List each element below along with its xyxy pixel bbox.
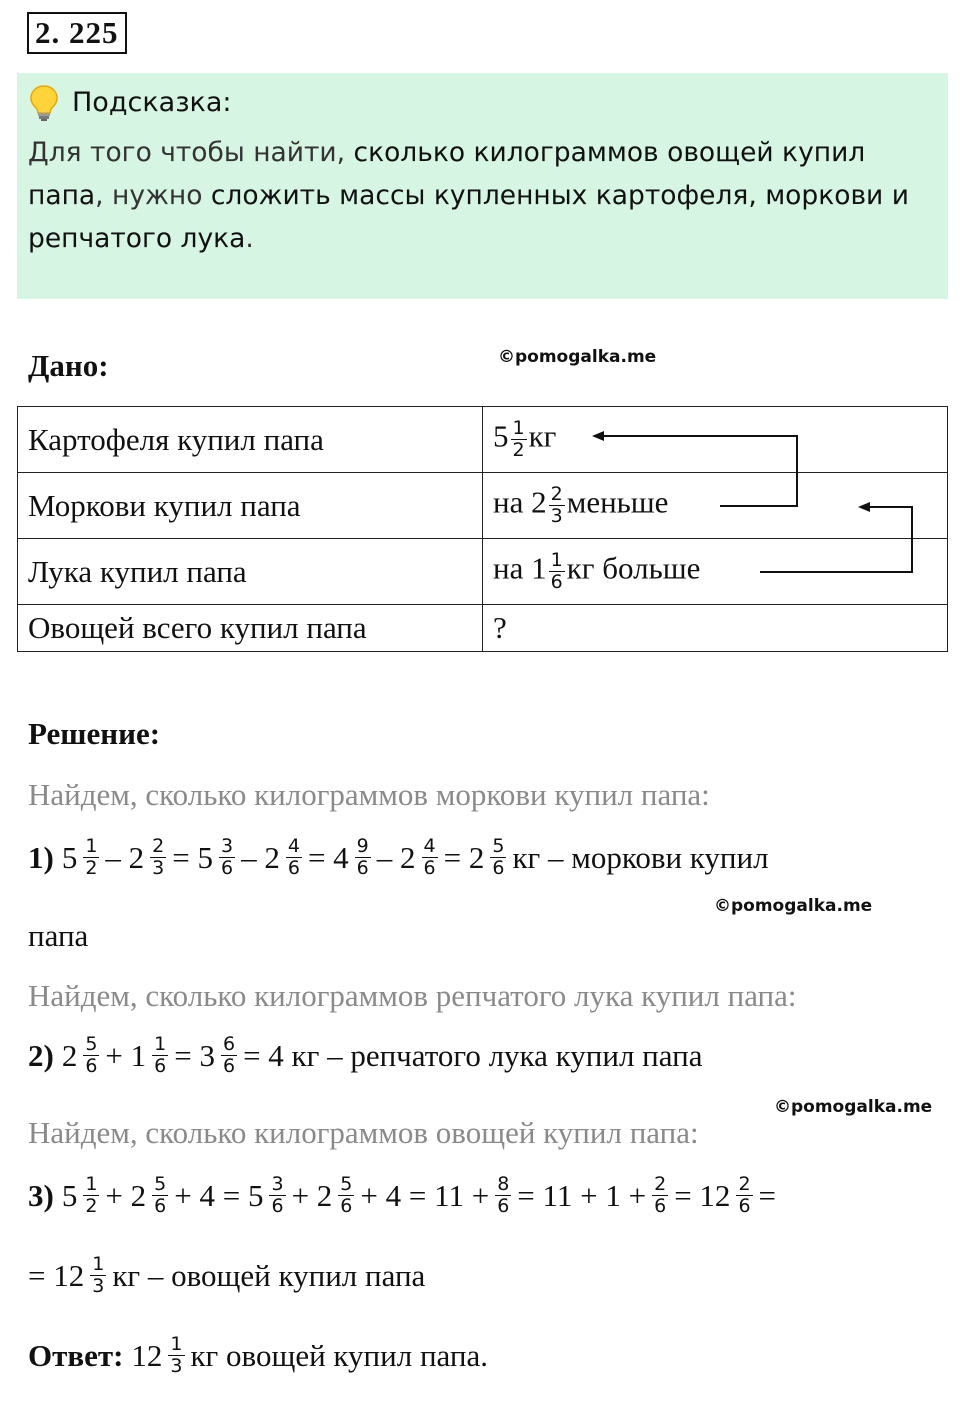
given-label: Картофеля купил папа xyxy=(18,407,483,473)
step-label: 1) xyxy=(28,839,54,875)
step1-continuation: папа xyxy=(28,918,89,953)
watermark: ©pomogalka.me xyxy=(714,896,873,916)
step1-equation xyxy=(28,836,773,879)
hint-title-text: Подсказка: xyxy=(72,87,232,118)
fraction: $\frac{1}{6}$ xyxy=(154,1033,167,1077)
fraction: $\frac{2}{3}$ xyxy=(152,835,165,879)
fraction: $\frac{6}{6}$ xyxy=(222,1033,236,1077)
hint-text xyxy=(28,131,943,260)
math-text: = 3 xyxy=(174,1037,215,1073)
given-label: Лука купил папа xyxy=(18,539,483,605)
math-text: + 4 = 11 + xyxy=(360,1177,490,1213)
hint-text-segment: . xyxy=(245,223,254,254)
given-value: на 1 $\frac{1}{6}$ кг больше xyxy=(483,539,948,605)
given-value: ? xyxy=(483,605,948,652)
math-text: 12 xyxy=(131,1337,163,1373)
math-text: 5 xyxy=(61,839,78,875)
math-text: – 2 xyxy=(241,839,280,875)
step2-equation xyxy=(28,1034,706,1077)
fraction: $\frac{2}{6}$ xyxy=(738,1173,751,1217)
given-value: на 2 $\frac{2}{3}$ меньше xyxy=(483,473,948,539)
fraction: $\frac{2}{3}$ xyxy=(550,483,563,527)
math-text: = 5 xyxy=(172,839,213,875)
math-text: = 4 кг – репчатого лука купил папа xyxy=(243,1037,703,1073)
math-text: = 12 xyxy=(674,1177,731,1213)
math-text: = 4 xyxy=(307,839,349,875)
fraction: $\frac{1}{3}$ xyxy=(170,1333,183,1377)
step3-continuation xyxy=(28,1254,429,1297)
fraction: $\frac{2}{6}$ xyxy=(654,1173,667,1217)
hint-title xyxy=(28,84,232,122)
math-text: + 2 xyxy=(105,1177,147,1213)
hint-text-segment: Для того чтобы найти, xyxy=(28,137,354,168)
hint-emphasis: сложить массы купленных картофеля, моркови и репчатого лука xyxy=(28,180,909,254)
fraction: $\frac{1}{2}$ xyxy=(85,835,98,879)
fraction: $\frac{3}{6}$ xyxy=(271,1173,284,1217)
math-text: = 12 xyxy=(28,1257,85,1293)
lightbulb-icon xyxy=(28,84,60,122)
given-label: Моркови купил папа xyxy=(18,473,483,539)
answer-line xyxy=(28,1334,492,1377)
math-text: 5 xyxy=(61,1177,78,1213)
fraction: $\frac{5}{6}$ xyxy=(340,1173,353,1217)
problem-number: 2. 225 xyxy=(27,12,127,54)
math-text: – 2 xyxy=(105,839,145,875)
table-row xyxy=(18,473,948,539)
math-text: – 2 xyxy=(376,839,416,875)
math-text: кг – моркови купил xyxy=(512,839,769,875)
table-row xyxy=(18,539,948,605)
fraction: $\frac{8}{6}$ xyxy=(497,1173,510,1217)
fraction: $\frac{1}{2}$ xyxy=(512,417,525,461)
solution-title: Решение: xyxy=(28,716,161,751)
step2-description: Найдем, сколько килограммов репчатого лука купил папа: xyxy=(28,978,797,1013)
math-text: + 2 xyxy=(291,1177,333,1213)
table-row xyxy=(18,407,948,473)
fraction: $\frac{1}{2}$ xyxy=(85,1173,98,1217)
hint-text-segment: , нужно xyxy=(95,180,211,211)
fraction: $\frac{3}{6}$ xyxy=(221,835,234,879)
step-label: 2) xyxy=(28,1037,54,1073)
math-text: + 4 = 5 xyxy=(174,1177,264,1213)
table-row xyxy=(18,605,948,652)
watermark: ©pomogalka.me xyxy=(498,347,657,367)
fraction: $\frac{4}{6}$ xyxy=(423,835,436,879)
math-text: = 2 xyxy=(443,839,485,875)
given-label: Овощей всего купил папа xyxy=(18,605,483,652)
given-title: Дано: xyxy=(28,348,109,383)
math-text: + 1 xyxy=(105,1037,147,1073)
watermark: ©pomogalka.me xyxy=(774,1097,933,1117)
step3-equation xyxy=(28,1174,780,1217)
given-table xyxy=(17,406,948,652)
math-text: кг овощей купил папа. xyxy=(190,1337,488,1373)
math-text: = xyxy=(758,1177,777,1213)
step1-description: Найдем, сколько килограммов моркови купил папа: xyxy=(28,777,710,812)
fraction: $\frac{1}{6}$ xyxy=(550,549,563,593)
step3-description: Найдем, сколько килограммов овощей купил папа: xyxy=(28,1115,699,1150)
fraction: $\frac{4}{6}$ xyxy=(287,835,300,879)
given-value: 5 $\frac{1}{2}$ кг xyxy=(483,407,948,473)
fraction: $\frac{5}{6}$ xyxy=(154,1173,167,1217)
hint-emphasis: сколько килограммов овощей купил папа xyxy=(28,137,866,211)
fraction: $\frac{1}{3}$ xyxy=(92,1253,105,1297)
fraction: $\frac{5}{6}$ xyxy=(85,1033,98,1077)
math-text: кг – овощей купил папа xyxy=(112,1257,426,1293)
math-text: = 11 + 1 + xyxy=(517,1177,647,1213)
math-text: 2 xyxy=(61,1037,78,1073)
answer-label: Ответ: xyxy=(28,1337,124,1373)
fraction: $\frac{5}{6}$ xyxy=(492,835,505,879)
step-label: 3) xyxy=(28,1177,54,1213)
fraction: $\frac{9}{6}$ xyxy=(356,835,369,879)
